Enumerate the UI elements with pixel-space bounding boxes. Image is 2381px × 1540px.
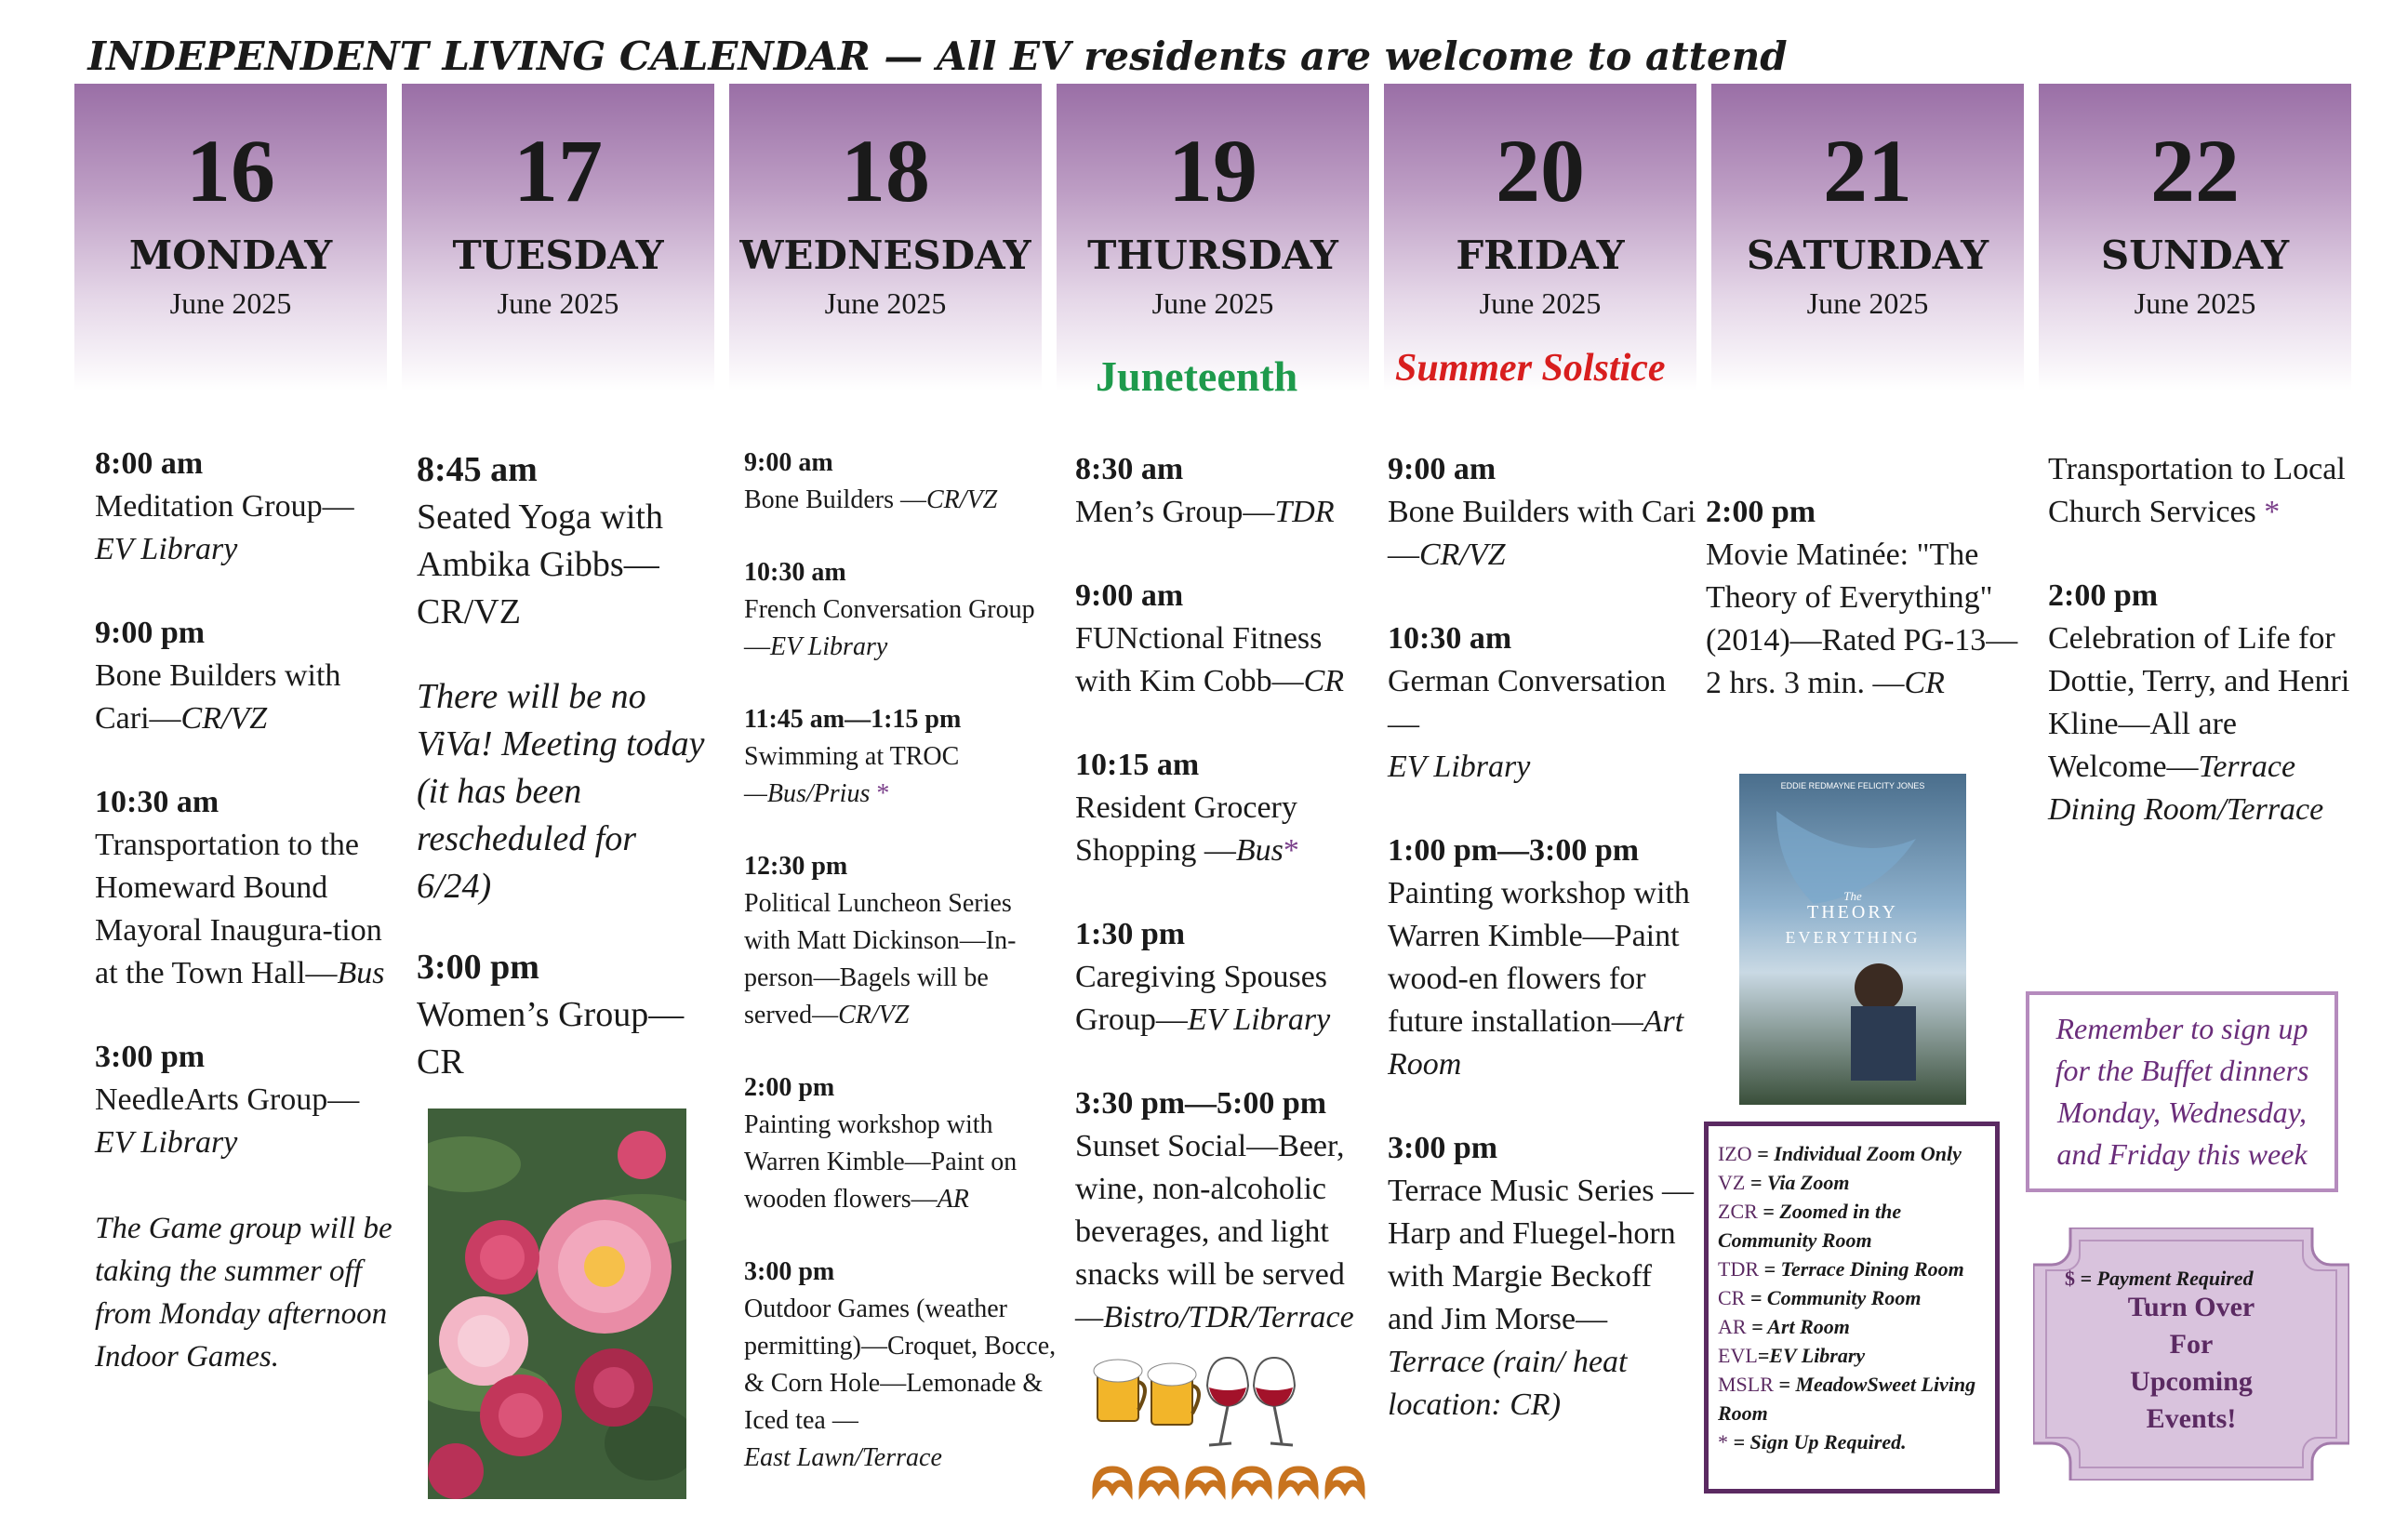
pay-text: = Payment Required xyxy=(2075,1267,2254,1290)
event xyxy=(744,445,1057,519)
turn-over-text xyxy=(2033,1289,2349,1438)
event xyxy=(417,944,716,1086)
event xyxy=(1075,448,1382,534)
event-location: EV Library xyxy=(95,1125,238,1160)
event-time: 3:00 pm xyxy=(1388,1131,1498,1165)
event xyxy=(1706,491,2018,705)
event-desc: Bone Builders with Cari— xyxy=(95,658,341,736)
event-time: 8:00 am xyxy=(95,446,204,481)
event-desc: Transportation to the Homeward Bound Mayoral Inaugura-tion at the Town Hall— xyxy=(95,828,382,990)
turn-line: For xyxy=(2169,1329,2214,1360)
day-header-tuesday xyxy=(402,84,714,391)
legend-row xyxy=(1718,1427,1986,1456)
event-location: EV Library xyxy=(1388,750,1531,784)
legend-text: = MeadowSweet Living Room xyxy=(1718,1373,1976,1425)
event-desc: Outdoor Games (weather permitting)—Croquet, Bocce, & Corn Hole—Lemonade & Iced tea — xyxy=(744,1294,1057,1435)
day-header-wednesday xyxy=(729,84,1042,391)
event xyxy=(1388,1127,1702,1427)
event xyxy=(1388,617,1702,789)
legend-row xyxy=(1718,1255,1986,1283)
event-time: 1:30 pm xyxy=(1075,917,1186,951)
pretzels-icon xyxy=(1096,1469,1362,1490)
event-desc: Bone Builders with Cari— xyxy=(1388,495,1696,572)
day-number: 21 xyxy=(1823,121,1912,220)
sign-up-star: * xyxy=(2264,495,2281,529)
event-time: 10:30 am xyxy=(744,558,846,587)
event-desc: German Conversation — xyxy=(1388,664,1667,741)
day-name: THURSDAY xyxy=(1087,232,1338,278)
event-time: 9:00 am xyxy=(1388,452,1496,486)
event-location: EV Library xyxy=(770,632,888,661)
turn-line: Turn Over xyxy=(2127,1292,2255,1322)
legend-row xyxy=(1718,1168,1986,1197)
event-time: 10:15 am xyxy=(1075,748,1200,782)
event-time: 8:30 am xyxy=(1075,452,1184,486)
day-number: 18 xyxy=(841,121,930,220)
sunday-events xyxy=(2048,448,2355,831)
monday-note: The Game group will be taking the summer off from Monday afternoon Indoor Games. xyxy=(95,1212,392,1374)
event-desc: Meditation Group— xyxy=(95,489,354,524)
event-time: 9:00 am xyxy=(1075,578,1184,613)
day-header-thursday xyxy=(1057,84,1369,391)
legend-row xyxy=(1718,1283,1986,1312)
event-location: CR/VZ xyxy=(838,1001,910,1029)
legend-row xyxy=(1718,1312,1986,1341)
event-desc: Seated Yoga with Ambika Gibbs— xyxy=(417,498,663,584)
beer-mugs-icon xyxy=(1094,1360,1199,1425)
event xyxy=(95,443,402,571)
day-month: June 2025 xyxy=(824,286,947,320)
day-name: SUNDAY xyxy=(2100,232,2290,278)
day-number: 20 xyxy=(1496,121,1585,220)
legend-abbr: ZCR xyxy=(1718,1200,1758,1223)
turn-line: Upcoming xyxy=(2130,1366,2253,1397)
event-time: 3:30 pm—5:00 pm xyxy=(1075,1086,1327,1121)
holiday-juneteenth: Juneteenth xyxy=(1096,352,1298,400)
event-time: 10:30 am xyxy=(95,785,219,819)
event-location: CR xyxy=(417,1042,464,1082)
event-desc: Men’s Group— xyxy=(1075,495,1275,529)
page-title: INDEPENDENT LIVING CALENDAR — All EV residents are welcome to attend xyxy=(87,33,1788,79)
tuesday-events xyxy=(417,446,716,1086)
event-time: 3:00 pm xyxy=(417,948,539,987)
event xyxy=(1075,575,1382,703)
event-location: Bus xyxy=(337,956,385,990)
legend-row xyxy=(1718,1341,1986,1370)
legend-abbr: TDR xyxy=(1718,1257,1759,1281)
event-desc: Movie Matinée: "The Theory of Everything" (2014)—Rated PG-13—2 hrs. 3 min. — xyxy=(1706,538,2018,700)
event xyxy=(1388,830,1702,1086)
day-number: 17 xyxy=(513,121,603,220)
buffet-reminder: Remember to sign up for the Buffet dinners Monday, Wednesday, and Friday this week xyxy=(2026,991,2338,1192)
day-header-sunday xyxy=(2039,84,2351,391)
event-time: 10:30 am xyxy=(1388,621,1512,656)
legend-text: = Via Zoom xyxy=(1745,1171,1850,1194)
abbreviation-legend xyxy=(1704,1122,2000,1494)
event-location: Terrace (rain/ heat location: CR) xyxy=(1388,1345,1628,1422)
day-number: 19 xyxy=(1168,121,1257,220)
day-month: June 2025 xyxy=(1479,286,1602,320)
poster-title-2: EVERYTHING xyxy=(1785,928,1921,947)
event-desc: Painting workshop with Warren Kimble—Paint on wooden flowers— xyxy=(744,1110,1018,1214)
legend-text: = Zoomed in the Community Room xyxy=(1718,1200,1902,1252)
legend-row xyxy=(1718,1370,1986,1427)
turn-line: Events! xyxy=(2146,1403,2237,1434)
thursday-events xyxy=(1075,448,1382,1339)
event-location: EV Library xyxy=(95,532,238,566)
day-number: 22 xyxy=(2150,121,2240,220)
event-desc: NeedleArts Group— xyxy=(95,1082,360,1117)
wine-glasses-icon xyxy=(1207,1358,1295,1445)
event-desc: Sunset Social—Beer, wine, non-alcoholic beverages, and light snacks will be served xyxy=(1075,1129,1345,1292)
day-month: June 2025 xyxy=(2134,286,2256,320)
day-month: June 2025 xyxy=(497,286,619,320)
tuesday-note: There will be no ViVa! Meeting today (it has been rescheduled for 6/24) xyxy=(417,677,705,906)
saturday-events xyxy=(1706,491,2018,705)
legend-row xyxy=(1718,1139,1986,1168)
movie-poster-image xyxy=(1739,774,1966,1105)
legend-abbr: EVL xyxy=(1718,1344,1758,1367)
event-location: CR xyxy=(1303,664,1345,698)
legend-text: = Art Room xyxy=(1746,1315,1850,1338)
legend-abbr: IZO xyxy=(1718,1142,1752,1165)
peony-flowers-image xyxy=(428,1109,686,1499)
event xyxy=(744,848,1057,1034)
event xyxy=(1075,744,1382,872)
event-location: EV Library xyxy=(1187,1002,1331,1037)
event xyxy=(417,446,716,636)
legend-text: = Sign Up Required. xyxy=(1728,1430,1907,1454)
event-desc: Celebration of Life for Dottie, Terry, and Henri Kline—All are Welcome— xyxy=(2048,621,2350,784)
turn-over-badge xyxy=(2033,1228,2349,1480)
event-desc: Political Luncheon Series with Matt Dickinson—In-person—Bagels will be served— xyxy=(744,889,1017,1029)
wednesday-events xyxy=(744,445,1057,1477)
day-header-friday xyxy=(1384,84,1696,391)
legend-abbr: CR xyxy=(1718,1286,1746,1309)
event-desc: Bone Builders — xyxy=(744,485,926,514)
event-time: 1:00 pm—3:00 pm xyxy=(1388,833,1640,868)
beer-wine-pretzel-clipart xyxy=(1088,1350,1367,1508)
event-location: CR/VZ xyxy=(1419,538,1506,572)
event-location: Art Room xyxy=(1388,1004,1684,1082)
holiday-summer-solstice: Summer Solstice xyxy=(1395,347,1666,390)
event-time: 2:00 pm xyxy=(2048,578,2159,613)
legend-text: = Individual Zoom Only xyxy=(1751,1142,1962,1165)
event-location: TDR xyxy=(1274,495,1335,529)
legend-row xyxy=(1718,1197,1986,1255)
event-location: —Bus/Prius xyxy=(744,779,871,808)
day-header-monday xyxy=(74,84,387,391)
event-location: Bus xyxy=(1235,833,1284,868)
event-desc: Painting workshop with Warren Kimble—Paint wood-en flowers for future installation— xyxy=(1388,876,1690,1039)
event-desc: Women’s Group— xyxy=(417,995,685,1034)
event-desc: Resident Grocery Shopping — xyxy=(1075,790,1297,868)
legend-text: = Community Room xyxy=(1745,1286,1922,1309)
event-location: Terrace Dining Room/Terrace xyxy=(2048,750,2324,827)
day-month: June 2025 xyxy=(1806,286,1929,320)
event-time: 11:45 am—1:15 pm xyxy=(744,705,962,734)
legend-text: = Terrace Dining Room xyxy=(1759,1257,1964,1281)
day-name: FRIDAY xyxy=(1456,232,1625,278)
event xyxy=(1388,448,1702,577)
event-location: CR xyxy=(1904,666,1945,700)
pay-abbr: $ xyxy=(2065,1267,2075,1290)
event-time: 2:00 pm xyxy=(1706,495,1816,529)
event-time: 8:45 am xyxy=(417,450,538,489)
event xyxy=(744,1069,1057,1218)
event-time: 9:00 pm xyxy=(95,616,206,650)
event-time: 3:00 pm xyxy=(95,1040,206,1074)
event-time: 12:30 pm xyxy=(744,852,848,881)
day-header-saturday xyxy=(1711,84,2024,391)
friday-events xyxy=(1388,448,1702,1427)
legend-abbr: MSLR xyxy=(1718,1373,1774,1396)
sign-up-star: * xyxy=(1283,833,1299,868)
poster-actors: EDDIE REDMAYNE FELICITY JONES xyxy=(1780,781,1925,790)
event-location: East Lawn/Terrace xyxy=(744,1443,942,1472)
event-desc: Transportation to Local Church Services xyxy=(2048,452,2346,529)
event xyxy=(1075,1082,1382,1339)
event-location: —Bistro/TDR/Terrace xyxy=(1075,1300,1354,1334)
event-time: 9:00 am xyxy=(744,448,833,477)
event xyxy=(2048,575,2355,831)
day-name: WEDNESDAY xyxy=(739,232,1031,278)
day-number: 16 xyxy=(186,121,275,220)
event-time: 3:00 pm xyxy=(744,1257,835,1286)
event-time: 2:00 pm xyxy=(744,1073,835,1102)
event-desc: FUNctional Fitness with Kim Cobb— xyxy=(1075,621,1323,698)
event-desc: Caregiving Spouses Group— xyxy=(1075,960,1328,1037)
payment-legend xyxy=(2065,1267,2254,1291)
event-location: CR/VZ xyxy=(417,592,521,631)
event xyxy=(744,1254,1057,1477)
legend-abbr: * xyxy=(1718,1430,1728,1454)
poster-the: The xyxy=(1843,889,1862,903)
day-month: June 2025 xyxy=(1151,286,1274,320)
day-name: MONDAY xyxy=(128,232,333,278)
event xyxy=(1075,913,1382,1042)
poster-title-1: THEORY xyxy=(1807,902,1898,923)
event-location: CR/VZ xyxy=(926,485,998,514)
event xyxy=(744,701,1057,813)
event-location: AR xyxy=(937,1185,969,1214)
sign-up-star: * xyxy=(876,779,890,808)
day-name: SATURDAY xyxy=(1746,232,1989,278)
monday-events xyxy=(95,443,402,1378)
event-desc: French Conversation Group— xyxy=(744,595,1035,661)
day-month: June 2025 xyxy=(169,286,292,320)
legend-abbr: AR xyxy=(1718,1315,1747,1338)
event xyxy=(95,1036,402,1164)
event xyxy=(744,554,1057,666)
event xyxy=(95,781,402,995)
day-name: TUESDAY xyxy=(452,232,664,278)
event-location: CR/VZ xyxy=(180,701,268,736)
event xyxy=(95,612,402,740)
event-desc: Swimming at TROC xyxy=(744,742,960,771)
event-desc: Terrace Music Series —Harp and Fluegel-horn with Margie Beckoff and Jim Morse— xyxy=(1388,1174,1694,1336)
legend-text: =EV Library xyxy=(1757,1344,1866,1367)
event xyxy=(2048,448,2355,534)
legend-abbr: VZ xyxy=(1718,1171,1746,1194)
